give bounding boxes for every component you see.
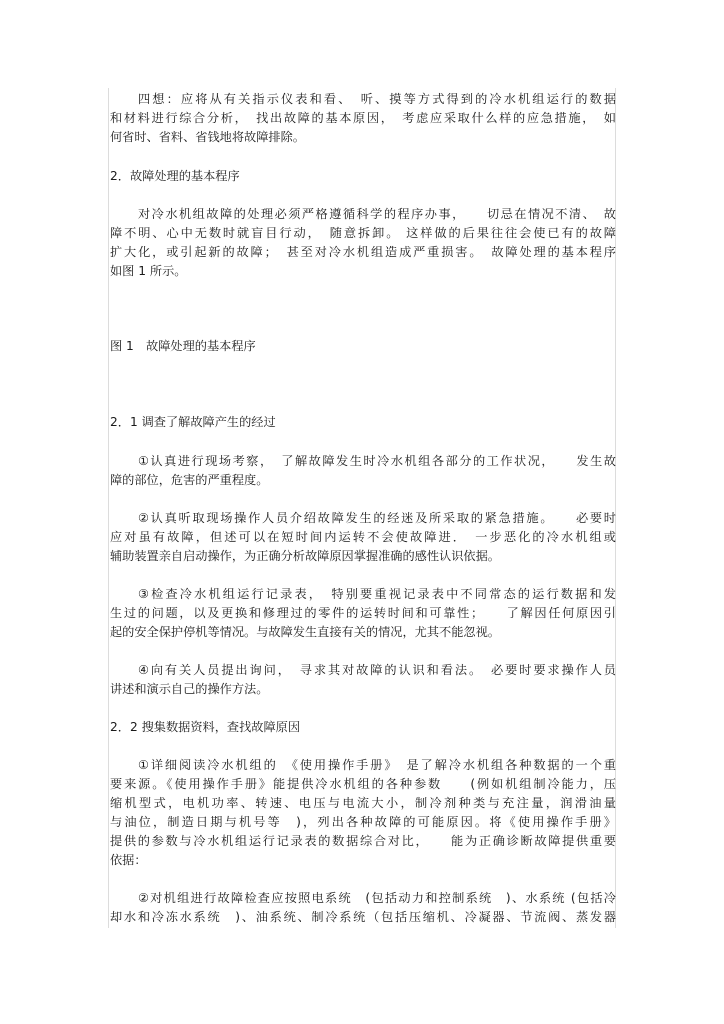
item-5-line-2: 要来源。《使用操作手册》能提供冷水机组的各种参数 (例如机组制冷能力，压 — [110, 777, 616, 791]
item-5-line-4: 与油位，制造日期与机号等 )，列出各种故障的可能原因。将《使用操作手册》 — [110, 815, 616, 829]
item-5-line-1: ①详细阅读冷水机组的 《使用操作手册》 是了解冷水机组各种数据的一个重 — [138, 758, 616, 772]
intro-line-2: 和材料进行综合分析， 找出故障的基本原因， 考虑应采取什么样的应急措施， 如 — [110, 111, 616, 125]
item-4-line-2: 讲述和演示自己的操作方法。 — [110, 682, 269, 696]
section-2-heading: 2．故障处理的基本程序 — [110, 169, 240, 183]
item-6-line-2: 却水和冷冻水系统 )、油系统、制冷系统（包括压缩机、冷凝器、节流阀、蒸发器 — [110, 910, 616, 924]
item-3-line-1: ③检查冷水机组运行记录表， 特别要重视记录表中不同常态的运行数据和发 — [138, 587, 616, 601]
item-4-line-1: ④向有关人员提出询问， 寻求其对故障的认识和看法。 必要时要求操作人员 — [138, 663, 616, 677]
item-5-line-5: 提供的参数与冷水机组运行记录表的数据综合对比， 能为正确诊断故障提供重要 — [110, 834, 616, 848]
item-2-line-1: ②认真听取现场操作人员介绍故障发生的经迷及所采取的紧急措施。 必要时 — [138, 511, 616, 525]
figure-1-caption: 图 1 故障处理的基本程序 — [110, 339, 256, 353]
section-2-para-line-3: 扩大化，或引起新的故障； 甚至对冷水机组造成严重损害。 故障处理的基本程序 — [110, 245, 616, 259]
intro-line-1: 四想：应将从有关指示仪表和看、 听、摸等方式得到的冷水机组运行的数据 — [138, 92, 616, 106]
item-2-line-3: 辅助装置亲自启动操作，为正确分析故障原因掌握准确的感性认识依据。 — [110, 549, 500, 563]
section-2-1-heading: 2．1 调查了解故障产生的经过 — [110, 415, 276, 429]
item-3-line-3: 起的安全保护停机等情况。与故障发生直接有关的情况，尤其不能忽视。 — [110, 625, 500, 639]
section-2-para-line-4: 如图 1 所示。 — [110, 264, 187, 278]
item-2-line-2: 应对虽有故障，但述可以在短时间内运转不会使故障进． 一步恶化的冷水机组或 — [110, 530, 616, 544]
item-1-line-2: 障的部位，危害的严重程度。 — [110, 473, 269, 487]
item-3-line-2: 生过的问题，以及更换和修理过的零件的运转时间和可靠性； 了解因任何原因引 — [110, 606, 616, 620]
section-2-para-line-1: 对冷水机组故障的处理必须严格遵循科学的程序办事， 切忌在情况不清、 故 — [138, 207, 616, 221]
item-6-line-1: ②对机组进行故障检查应按照电系统 (包括动力和控制系统 )、水系统 (包括冷 — [138, 891, 616, 905]
section-2-para-line-2: 障不明、心中无数时就盲目行动， 随意拆卸。 这样做的后果往往会使已有的故障 — [110, 226, 616, 240]
item-1-line-1: ①认真进行现场考察， 了解故障发生时冷水机组各部分的工作状况， 发生故 — [138, 454, 616, 468]
intro-line-3: 何省时、省料、省钱地将故障排除。 — [110, 130, 305, 144]
section-2-2-heading: 2．2 搜集数据资料，查找故障原因 — [110, 720, 301, 734]
item-5-line-3: 缩机型式，电机功率、转速、电压与电流大小，制冷剂种类与充注量，润滑油量 — [110, 796, 616, 810]
item-5-line-6: 依据： — [110, 853, 147, 867]
